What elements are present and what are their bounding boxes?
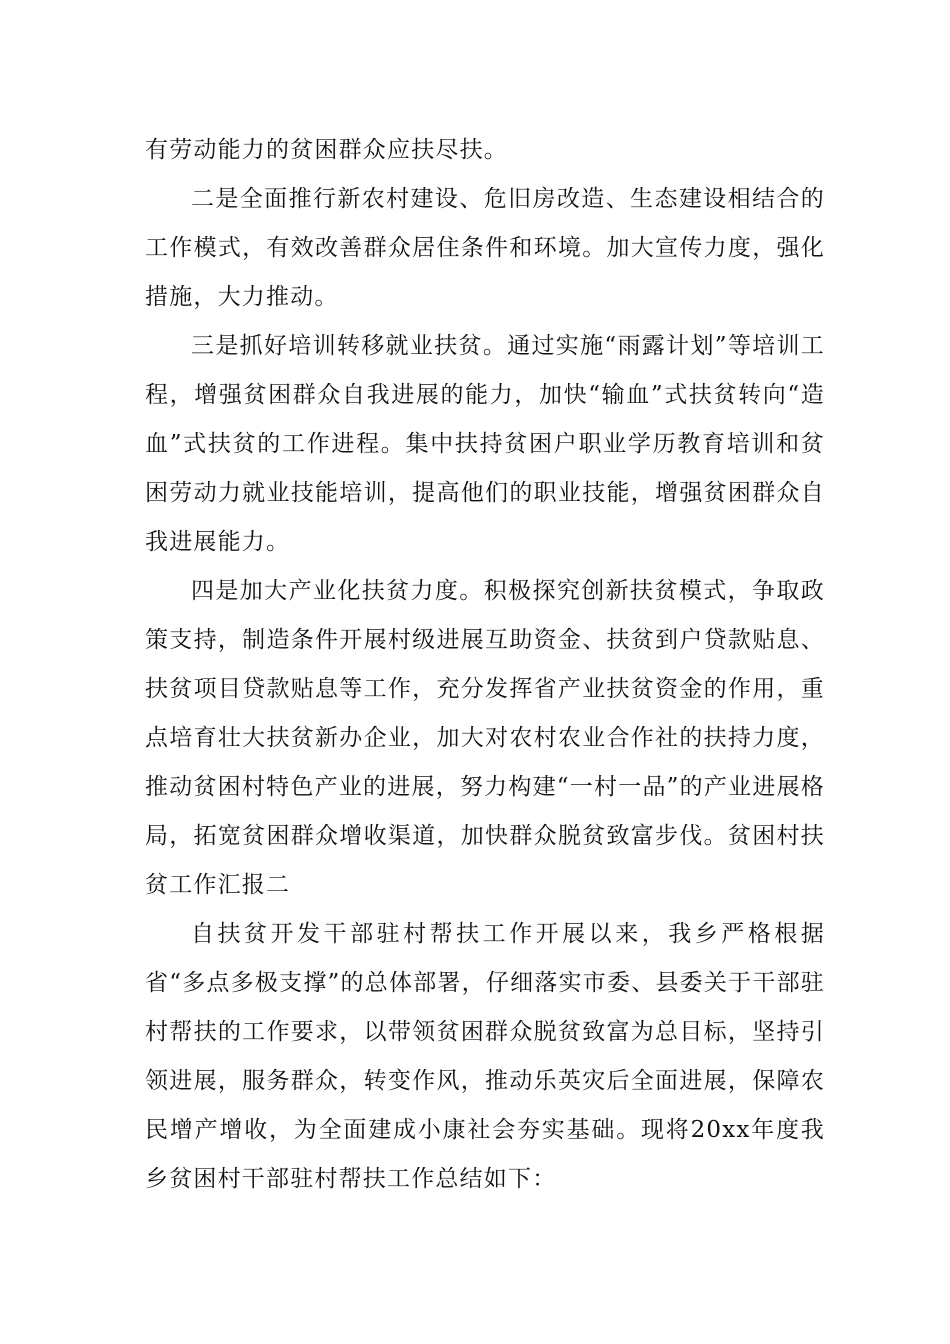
paragraph-5-report-intro: 自扶贫开发干部驻村帮扶工作开展以来，我乡严格根据省“多点多极支撑”的总体部署，仔细落实市委、县委关于干部驻村帮扶的工作要求，以带领贫困群众脱贫致富为总目标，坚持引领进展，服务群众，转变作风，推动乐英灾后全面进展，保障农民增产增收，为全面建成小康社会夯实基础。现将20xx年度我乡贫困村干部驻村帮扶工作总结如下： (145, 921, 825, 1192)
paragraph-3-point-three: 三是抓好培训转移就业扶贫。通过实施“雨露计划”等培训工程，增强贫困群众自我进展的能力，加快“输血”式扶贫转向“造血”式扶贫的工作进程。集中扶持贫困户职业学历教育培训和贫困劳动力就业技能培训，提高他们的职业技能，增强贫困群众自我进展能力。 (145, 333, 825, 555)
paragraph-4-point-four: 四是加大产业化扶贫力度。积极探究创新扶贫模式，争取政策支持，制造条件开展村级进展互助资金、扶贫到户贷款贴息、扶贫项目贷款贴息等工作，充分发挥省产业扶贫资金的作用，重点培育壮大扶贫新办企业，加大对农村农业合作社的扶持力度，推动贫困村特色产业的进展，努力构建“一村一品”的产业进展格局，拓宽贫困群众增收渠道，加快群众脱贫致富步伐。贫困村扶贫工作汇报二 (145, 578, 825, 898)
paragraph-1-continuation: 有劳动能力的贫困群众应扶尽扶。 (145, 137, 508, 163)
paragraph-2-point-two: 二是全面推行新农村建设、危旧房改造、生态建设相结合的工作模式，有效改善群众居住条件和环境。加大宣传力度，强化措施，大力推动。 (145, 186, 825, 310)
document-body (145, 126, 825, 1204)
